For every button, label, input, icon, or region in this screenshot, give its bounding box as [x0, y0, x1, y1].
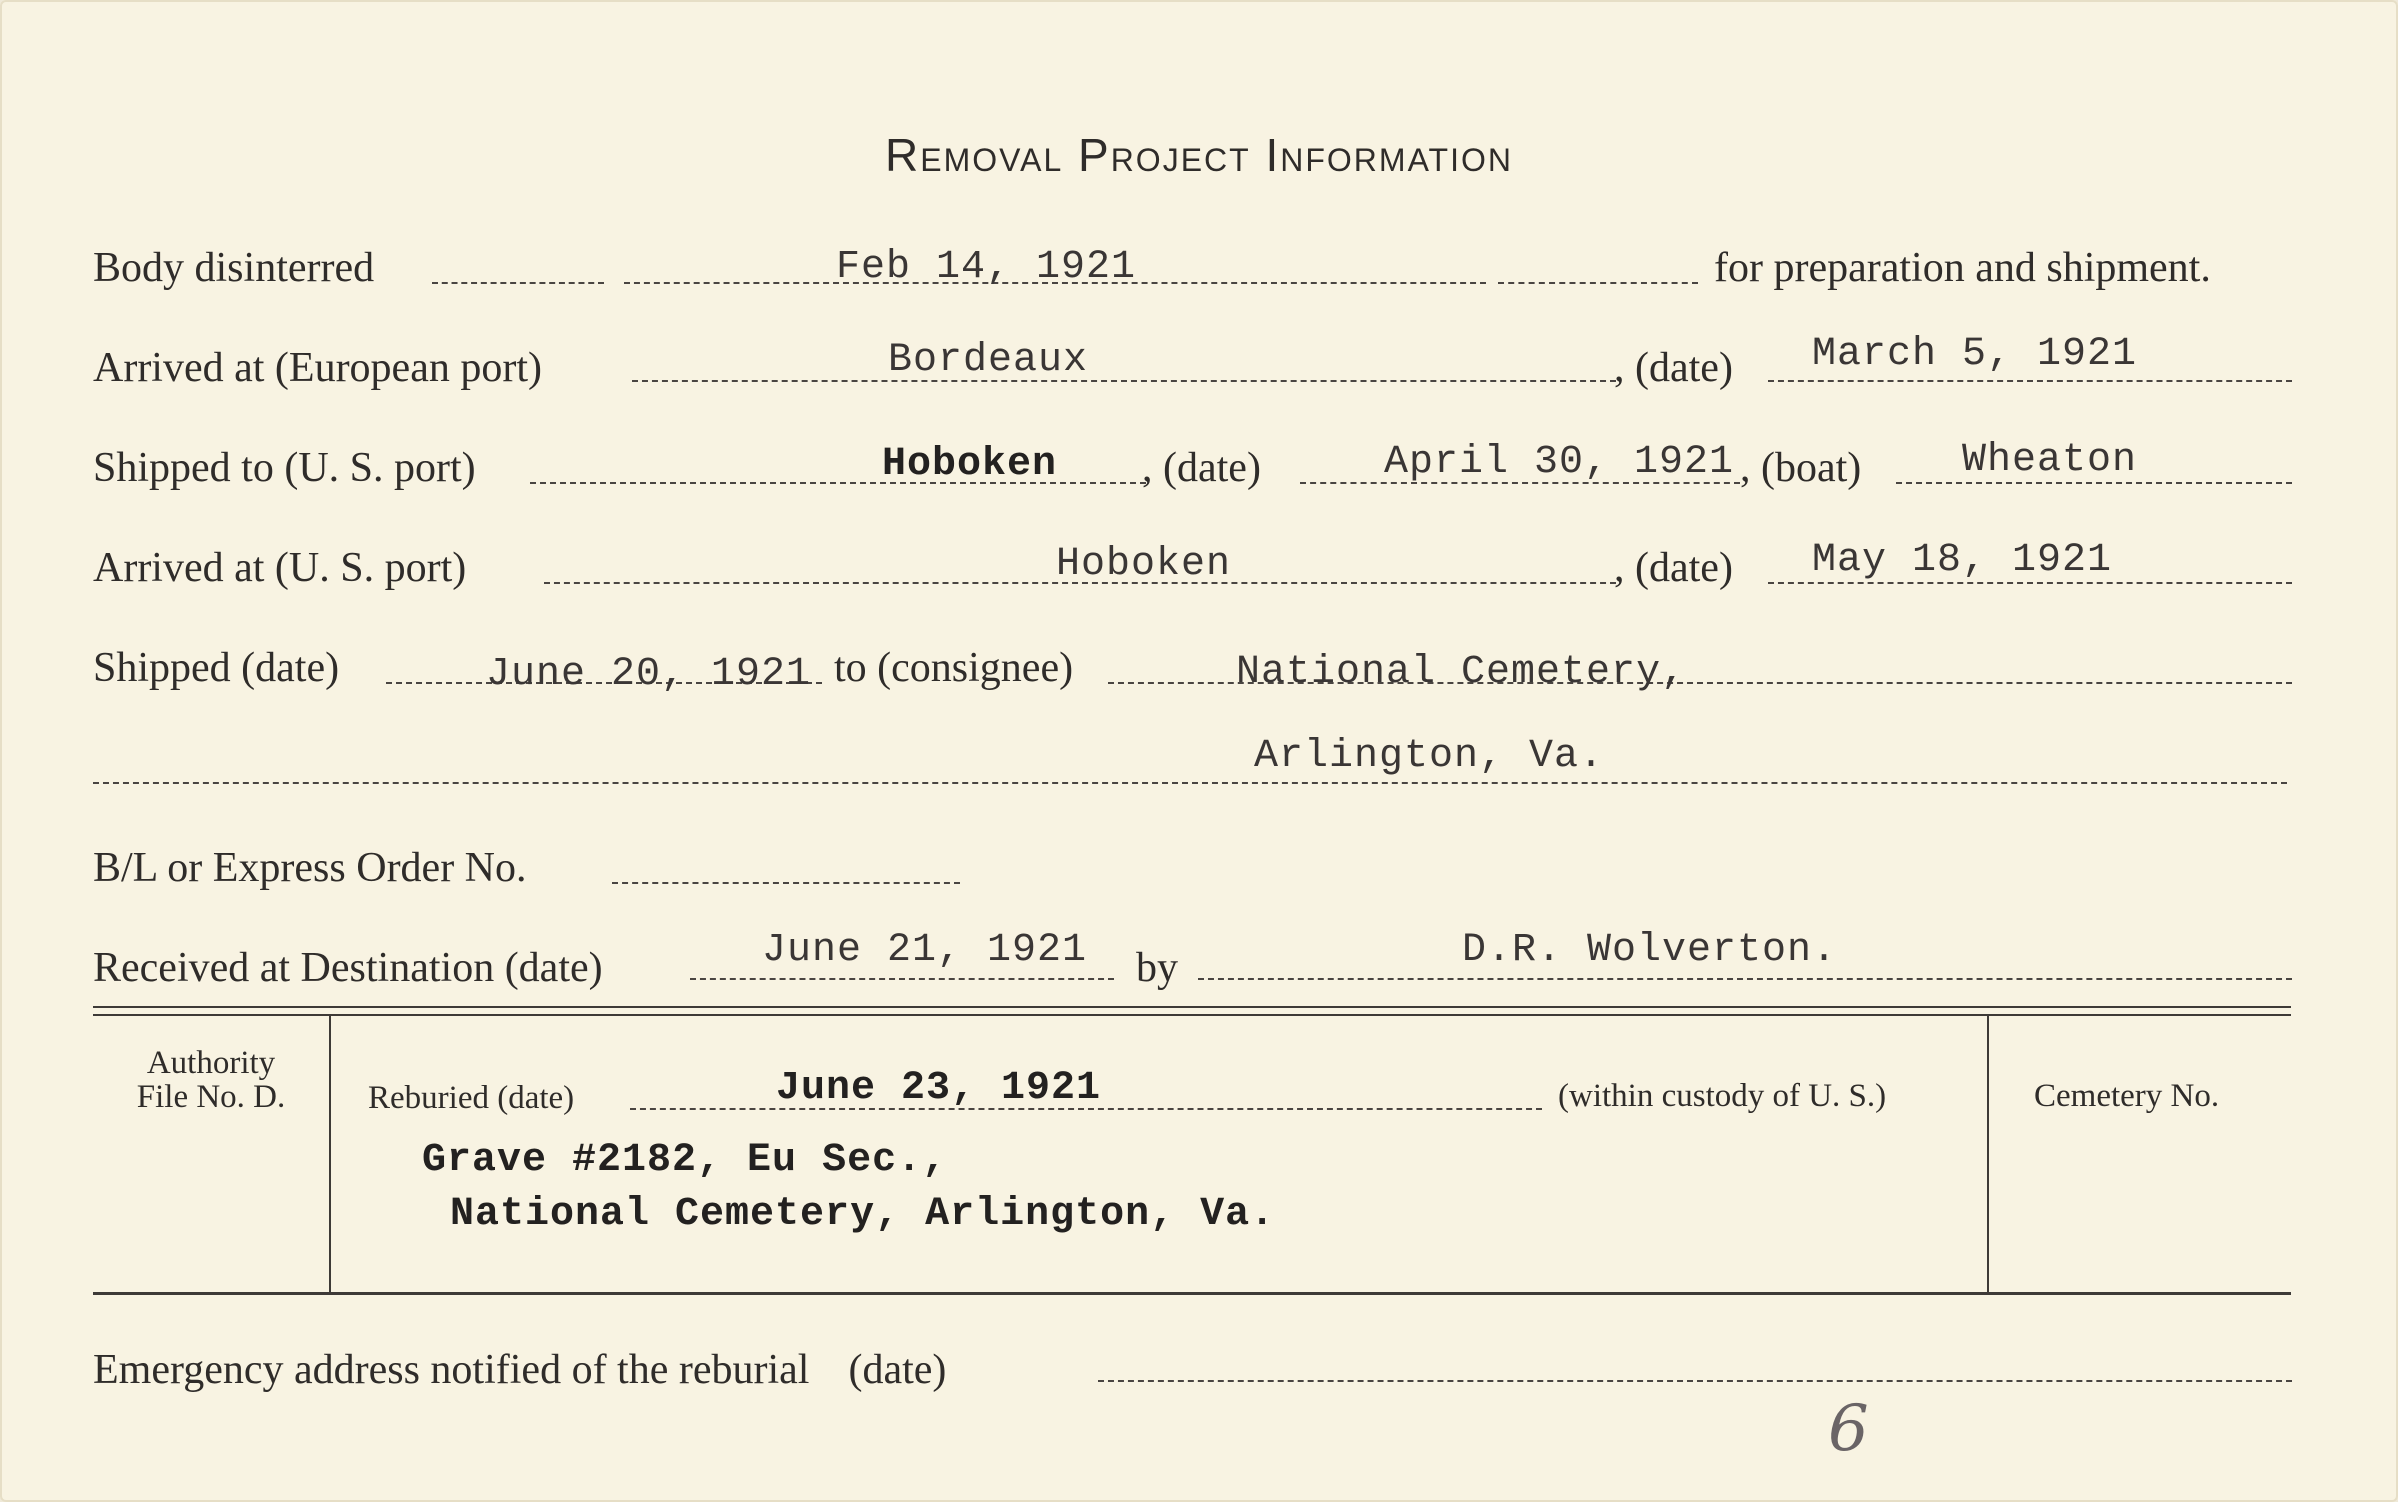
disinterred-suffix: for preparation and shipment. [1714, 245, 2211, 291]
shipped-date-value: June 20, 1921 [486, 652, 812, 697]
shipped-us-label: Shipped to (U. S. port) [93, 445, 476, 491]
received-by-label: by [1136, 945, 1178, 991]
shipped-us-date-label: , (date) [1142, 445, 1261, 491]
grave-line2: National Cemetery, Arlington, Va. [450, 1192, 1276, 1237]
box-bottom-rule [93, 1292, 2291, 1295]
box-top-rule [93, 1006, 2291, 1008]
fill-line [1498, 282, 1698, 284]
fill-line [632, 380, 1616, 382]
received-by-value: D.R. Wolverton. [1462, 928, 1838, 973]
box-divider-left [329, 1016, 331, 1292]
reburied-label: Reburied (date) [368, 1080, 575, 1116]
arrived-european-date-value: March 5, 1921 [1812, 332, 2138, 377]
european-port-value: Bordeaux [888, 338, 1089, 383]
authority-file-label [93, 1046, 329, 1114]
grave-line1: Grave #2182, Eu Sec., [422, 1138, 948, 1183]
card-title: Removal Project Information [885, 129, 1513, 181]
reburied-date-value: June 23, 1921 [776, 1066, 1102, 1111]
shipped-date-label: Shipped (date) [93, 645, 340, 691]
fill-line [690, 978, 1114, 980]
bl-order-label: B/L or Express Order No. [93, 845, 527, 891]
emergency-label [93, 1346, 946, 1394]
fill-line [93, 782, 2287, 784]
arrived-us-date-value: May 18, 1921 [1812, 538, 2113, 583]
shipped-us-date-value: April 30, 1921 [1384, 440, 1735, 485]
fill-line [612, 882, 960, 884]
boat-label: , (boat) [1740, 445, 1862, 491]
consignee-label: to (consignee) [834, 645, 1074, 691]
authority-line1: Authority [146, 1045, 276, 1081]
custody-label: (within custody of U. S.) [1558, 1078, 1887, 1114]
boat-value: Wheaton [1962, 438, 2138, 483]
disinterred-label: Body disinterred [93, 245, 375, 291]
disinterred-date-value: Feb 14, 1921 [836, 245, 1137, 290]
arrived-european-label: Arrived at (European port) [93, 345, 542, 391]
received-label: Received at Destination (date) [93, 945, 603, 991]
fill-line [1198, 978, 2292, 980]
cemetery-no-label: Cemetery No. [2034, 1078, 2220, 1114]
fill-line [432, 282, 604, 284]
consignee-line2: Arlington, Va. [1254, 734, 1605, 779]
box-divider-right [1987, 1016, 1989, 1292]
received-date-value: June 21, 1921 [762, 928, 1088, 973]
consignee-line1: National Cemetery, [1236, 650, 1687, 695]
emergency-date-label: (date) [848, 1347, 947, 1393]
fill-line [1768, 380, 2292, 382]
handwritten-mark: 6 [1828, 1392, 1869, 1466]
arrived-us-port-value: Hoboken [1056, 542, 1232, 587]
us-port-value: Hoboken [882, 442, 1058, 487]
authority-line2: File No. D. [136, 1079, 286, 1115]
arrived-european-date-label: , (date) [1614, 345, 1733, 391]
arrived-us-label: Arrived at (U. S. port) [93, 545, 467, 591]
emergency-label-text: Emergency address notified of the reburial [93, 1347, 810, 1393]
box-top-rule-inner [93, 1014, 2291, 1016]
fill-line [1098, 1380, 2292, 1382]
arrived-us-date-label: , (date) [1614, 545, 1733, 591]
